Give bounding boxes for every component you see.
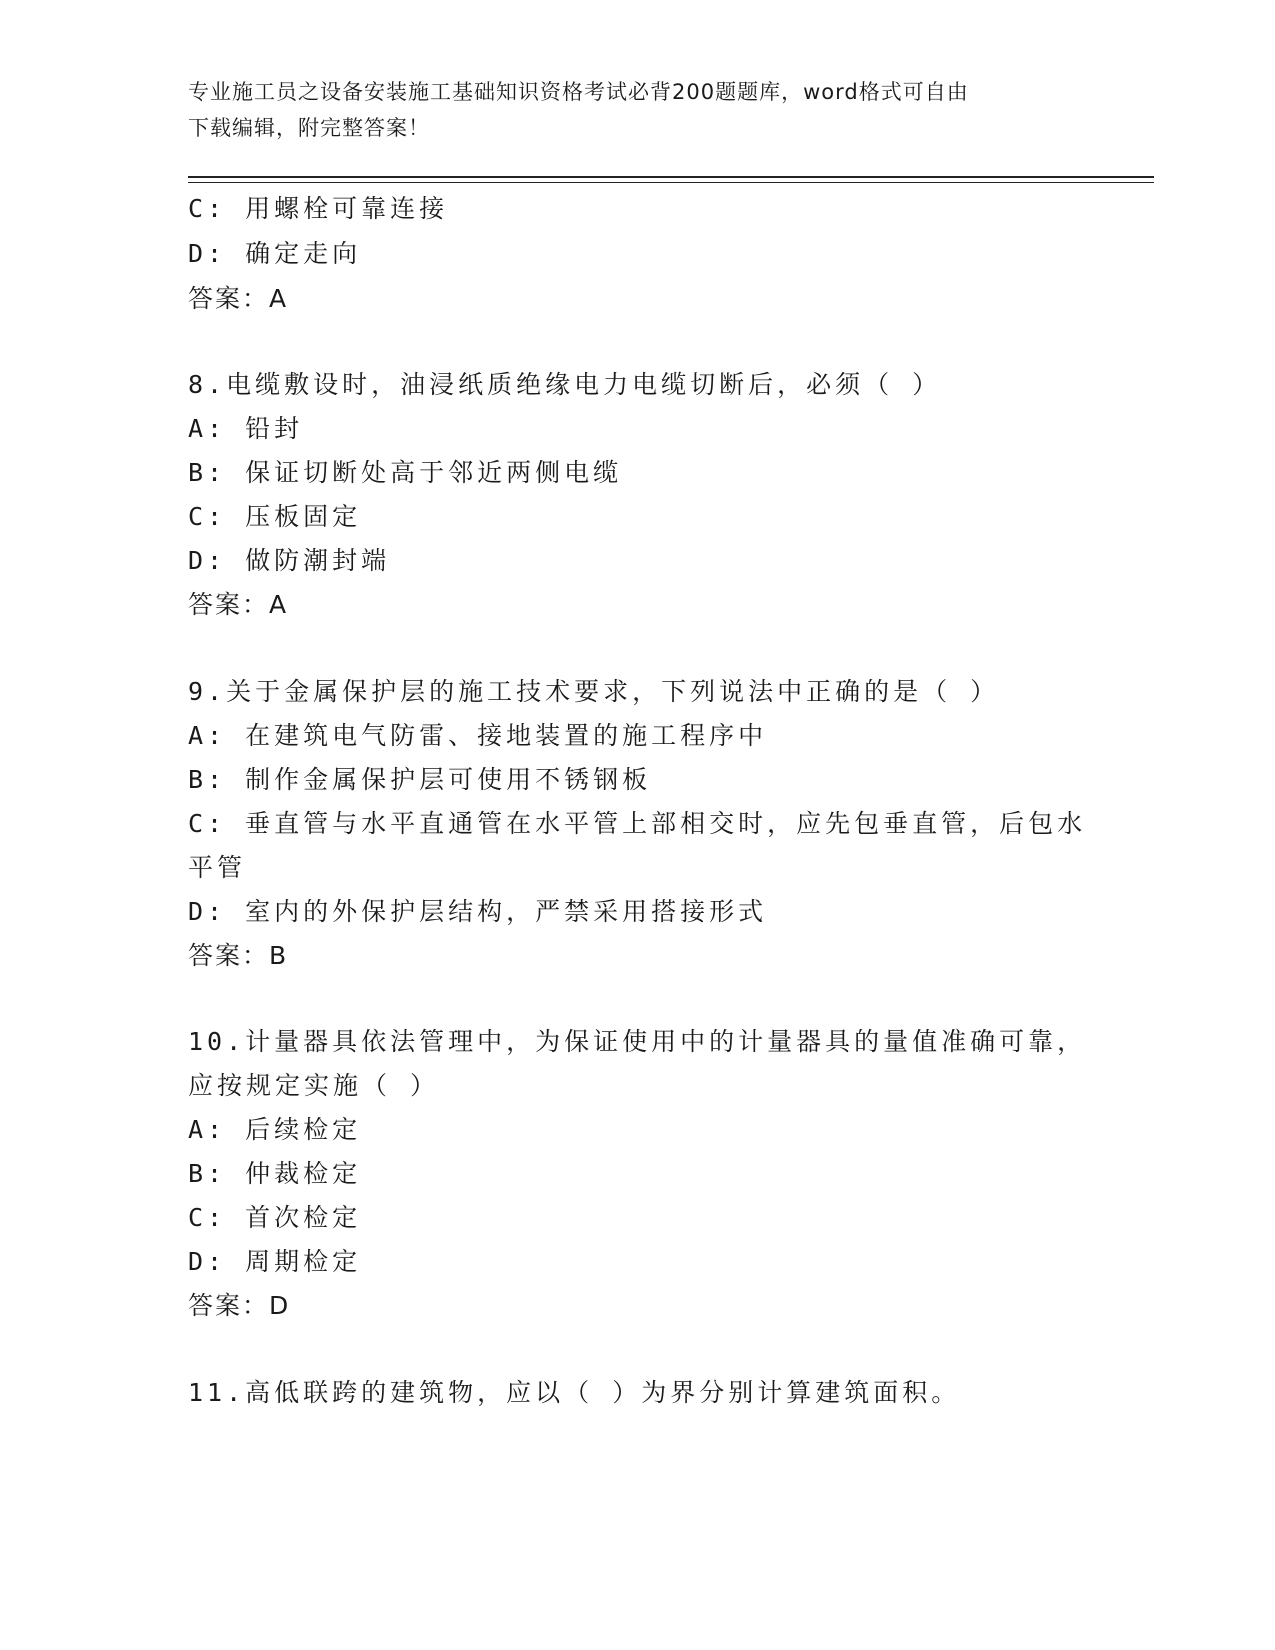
- q10-option-a: A: 后续检定: [188, 1115, 362, 1144]
- q8-option-c: C: 压板固定: [188, 502, 362, 531]
- q9-option-d: D: 室内的外保护层结构，严禁采用搭接形式: [188, 897, 768, 926]
- q10-option-d: D: 周期检定: [188, 1247, 362, 1276]
- header-divider-thick: [188, 176, 1154, 178]
- header-divider-thin: [188, 182, 1154, 183]
- q8-answer: 答案：A: [188, 590, 289, 619]
- q9-answer: 答案：B: [188, 941, 289, 970]
- q7-option-d: D: 确定走向: [188, 239, 362, 268]
- q10-option-c: C: 首次检定: [188, 1203, 362, 1232]
- q7-option-c: C: 用螺栓可靠连接: [188, 194, 449, 223]
- q10-stem-line-1: 10.计量器具依法管理中，为保证使用中的计量器具的量值准确可靠，: [188, 1027, 1087, 1056]
- q9-option-a: A: 在建筑电气防雷、接地装置的施工程序中: [188, 721, 768, 750]
- q10-option-b: B: 仲裁检定: [188, 1159, 362, 1188]
- header-title-line-1: 专业施工员之设备安装施工基础知识资格考试必背200题题库，word格式可自由: [188, 80, 969, 104]
- q9-option-c-line-2: 平管: [188, 853, 247, 882]
- q8-option-a: A: 铅封: [188, 414, 304, 443]
- q9-option-b: B: 制作金属保护层可使用不锈钢板: [188, 765, 652, 794]
- q8-option-d: D: 做防潮封端: [188, 546, 391, 575]
- q7-answer: 答案：A: [188, 284, 289, 313]
- q10-answer: 答案：D: [188, 1291, 291, 1320]
- q11-stem: 11.高低联跨的建筑物，应以（ ）为界分别计算建筑面积。: [188, 1378, 961, 1407]
- q8-option-b: B: 保证切断处高于邻近两侧电缆: [188, 458, 623, 487]
- q8-stem: 8.电缆敷设时，油浸纸质绝缘电力电缆切断后，必须（ ）: [188, 370, 942, 399]
- q9-stem: 9.关于金属保护层的施工技术要求，下列说法中正确的是（ ）: [188, 677, 1000, 706]
- q10-stem-line-2: 应按规定实施（ ）: [188, 1071, 440, 1100]
- header-title-line-2: 下载编辑，附完整答案！: [188, 116, 430, 140]
- q9-option-c-line-1: C: 垂直管与水平直通管在水平管上部相交时，应先包垂直管，后包水: [188, 809, 1087, 838]
- document-header: [188, 74, 1088, 146]
